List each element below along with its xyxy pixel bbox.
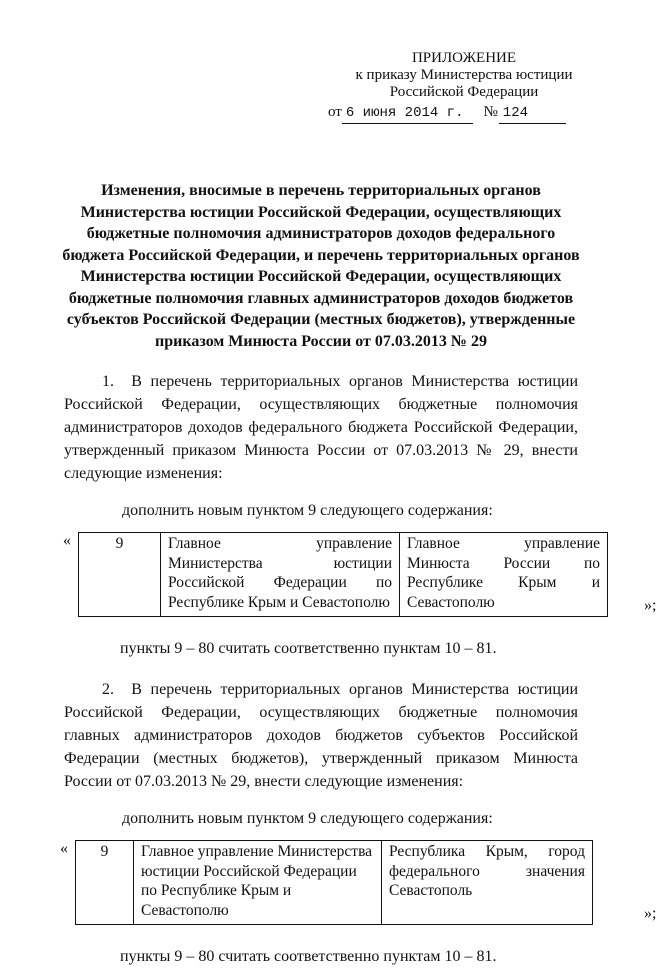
document-page [0,50,656,965]
section-1-renumber-note: пункты 9 – 80 считать соответственно пунктам 10 – 81. [120,640,497,657]
territory-cell: Республика Крым, город федерального значения Севастополь [382,841,593,925]
number-value: 124 [499,105,566,124]
federation-line: Российской Федерации [389,84,539,100]
table-row [76,841,593,925]
date-line [328,104,600,124]
section-2-paragraph: 2. В перечень территориальных органов Министерства юстиции Российской Федерации, осуществляющих бюджетные полномочия главных администраторов доходов бюджетов субъектов Российской Федерации (местных бюджетов), утвержденный приказом Минюста России от 07.03.2013 № 29, внести следующие изменения: [64,681,578,790]
number-sign: № [483,104,498,120]
full-name-cell: Главное управление Министерства юстиции Российской Федерации по Республике Крым и Севастополю [134,841,382,925]
header-block [328,50,600,124]
section-1-amendment-intro: дополнить новым пунктом 9 следующего содержания: [122,502,493,519]
full-name-cell: Главное управление Министерства юстиции Российской Федерации по Республике Крым и Севастополю [161,533,400,617]
close-quote: »; [644,905,656,922]
table-row [79,533,608,617]
section-1-paragraph: 1. В перечень территориальных органов Министерства юстиции Российской Федерации, осуществляющих бюджетные полномочия администраторов доходов федерального бюджета Российской Федерации, утвержденный приказом Минюста России от 07.03.2013 № 29, внести следующие изменения: [64,373,578,482]
date-prefix: от [328,104,342,120]
open-quote: « [60,840,68,857]
appendix-label: ПРИЛОЖЕНИЕ [411,50,517,66]
section-2-amendment-intro: дополнить новым пунктом 9 следующего содержания: [122,810,493,827]
open-quote: « [63,532,71,549]
section-2-renumber-note: пункты 9 – 80 считать соответственно пунктам 10 – 81. [120,948,497,965]
short-name-cell: Главное управление Минюста России по Республике Крым и Севастополю [400,533,608,617]
row-number-cell: 9 [79,533,161,617]
section-2-table-block [60,840,656,925]
document-title: Изменения, вносимые в перечень территориальных органов Министерства юстиции Российской Федерации, осуществляющих бюджетные полномочия администраторов доходов федерального бюджета Российской Федерации, и перечень территориальных органов Министерства юстиции Российской Федерации, осуществляющих бюджетные полномочия главных администраторов доходов бюджетов субъектов Российской Федерации (местных бюджетов), утвержденные приказом Минюста России от 07.03.2013 № 29 [62,182,580,350]
close-quote: »; [644,597,656,614]
row-number-cell: 9 [76,841,134,925]
amendment-table-1 [78,532,608,617]
date-value: 6 июня 2014 г. [342,105,474,124]
section-1-table-block [63,532,656,617]
amendment-table-2 [75,840,593,925]
order-reference-line: к приказу Министерства юстиции [355,67,573,83]
